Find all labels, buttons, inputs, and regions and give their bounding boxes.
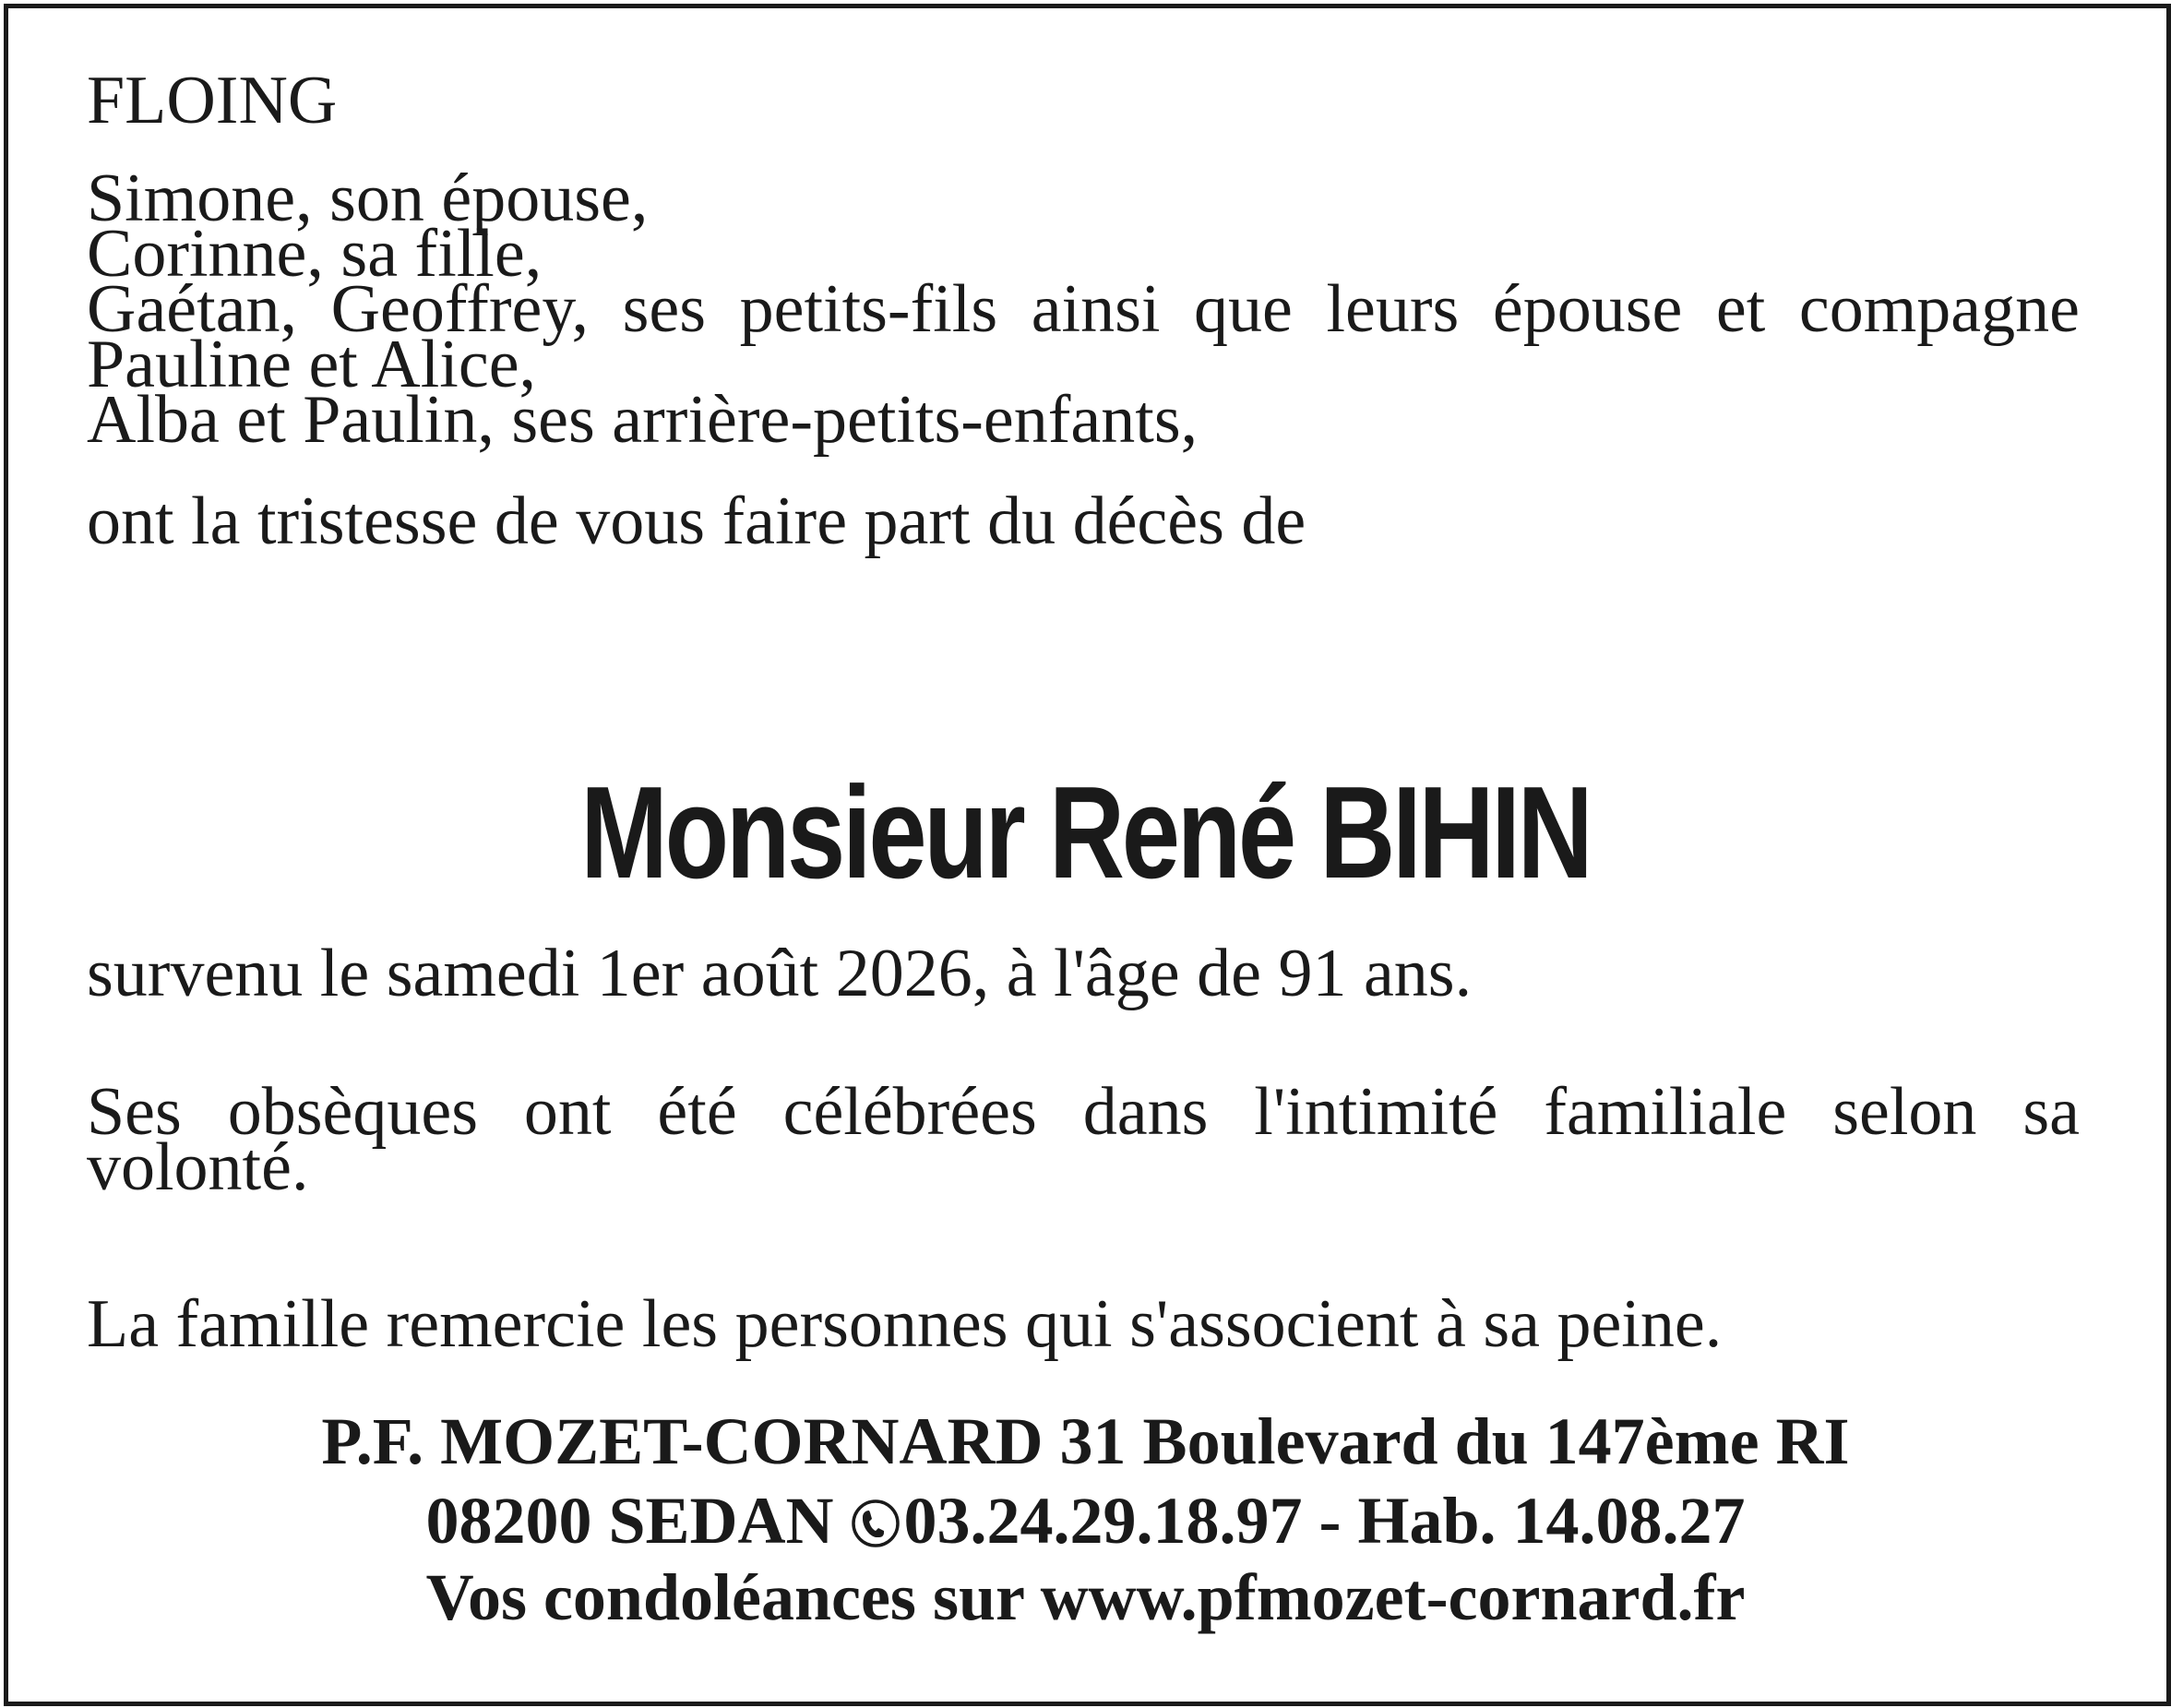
funeral-line-2: volonté. bbox=[87, 1129, 309, 1205]
funeral-home-contact bbox=[0, 1484, 2171, 1558]
family-line-4: Pauline et Alice, bbox=[87, 327, 537, 402]
family-line-1: Simone, son épouse, bbox=[87, 161, 649, 236]
funeral-line-1: Ses obsèques ont été célébrées dans l'intimité familiale selon sa bbox=[87, 1074, 2080, 1150]
town-name: FLOING bbox=[87, 63, 338, 138]
funeral-home-city: 08200 SEDAN bbox=[425, 1484, 834, 1558]
telephone-icon bbox=[851, 1489, 901, 1539]
funeral-home-phone: 03.24.29.18.97 - Hab. 14.08.27 bbox=[903, 1484, 1746, 1558]
announcement-text: ont la tristesse de vous faire part du décès de bbox=[87, 484, 1306, 559]
family-line-2: Corinne, sa fille, bbox=[87, 216, 543, 292]
funeral-home-address: P.F. MOZET-CORNARD 31 Boulevard du 147ème RI bbox=[321, 1404, 1850, 1478]
deceased-name: Monsieur René BIHIN bbox=[580, 759, 1591, 906]
family-line-3: Gaétan, Geoffrey, ses petits-fils ainsi que leurs épouse et compagne bbox=[87, 271, 2080, 347]
condolences-website: Vos condoléances sur www.pfmozet-cornard.fr bbox=[425, 1560, 1746, 1634]
death-info: survenu le samedi 1er août 2026, à l'âge de 91 ans. bbox=[87, 936, 1473, 1011]
thanks-text: La famille remercie les personnes qui s'associent à sa peine. bbox=[87, 1286, 1723, 1362]
family-line-5: Alba et Paulin, ses arrière-petits-enfants, bbox=[87, 382, 1199, 458]
